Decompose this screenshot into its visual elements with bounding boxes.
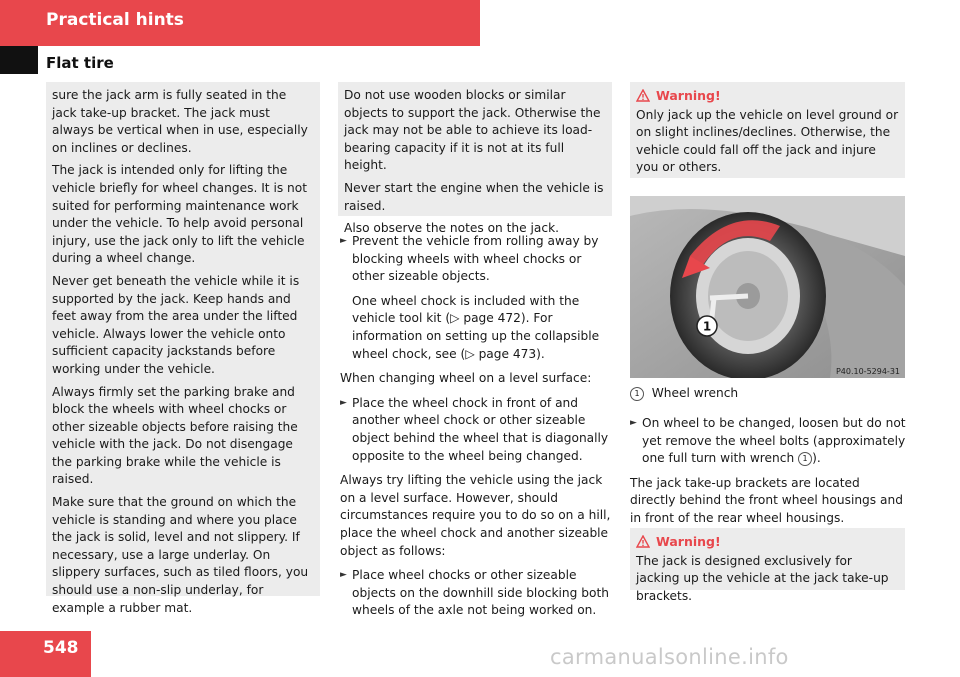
right-body-text: [630, 415, 908, 535]
step-text: Place the wheel chock in front of and another wheel chock or other sizeable object behind the wheel that is diagonally opposite to the wheel being changed.: [352, 395, 609, 463]
note-text: One wheel chock is included with the vehicle tool kit (: [352, 293, 580, 326]
figure-caption: [630, 386, 738, 401]
middle-warning-panel: [338, 82, 612, 236]
warning-text: The jack is designed exclusively for jacking up the vehicle at the jack take-up brackets.: [636, 553, 889, 603]
brackets-paragraph: The jack take-up brackets are located directly behind the front wheel housings and in front of the rear wheel housings.: [630, 475, 903, 525]
panel-paragraph: Always firmly set the parking brake and block the wheels with wheel chocks or other sizeable objects before raising the vehicle with the jack. Do not disengage the parking brake while the vehicle is raised.: [52, 384, 298, 487]
wheel-wrench-illustration: [630, 196, 905, 378]
step-text: Place wheel chocks or other sizeable objects on the downhill side blocking both wheels of the axle not being worked on.: [352, 568, 609, 618]
figure-code: P40.10-5294-31: [835, 367, 900, 376]
left-warning-panel: [46, 82, 320, 615]
subsection-title: Flat tire: [46, 54, 114, 72]
page-ref-arrow-icon: ▷: [450, 311, 460, 326]
step-text: ).: [812, 451, 821, 466]
panel-paragraph: Never get beneath the vehicle while it is supported by the jack. Keep hands and feet away from the area under the lifted vehicle. Always lower the vehicle onto sufficient capacity jackstands before working under the vehicle.: [52, 273, 300, 376]
warning-heading: [636, 533, 899, 551]
arrow-bullet-icon: ►: [340, 397, 347, 408]
warning-triangle-icon: [636, 89, 650, 102]
panel-paragraph: sure the jack arm is fully seated in the jack take-up bracket. The jack must always be vertical when in use, especially on inclines or declines.: [52, 88, 308, 155]
section-title: Practical hints: [46, 10, 184, 30]
panel-paragraph: Make sure that the ground on which the vehicle is standing and where you place the jack is solid, level and not slippery. If necessary, use a large underlay. On slippery surfaces, such as tiled floors, you should use a non-slip underlay, for example a rubber mat.: [52, 495, 309, 615]
header-tab-marker: [0, 46, 38, 74]
arrow-bullet-icon: ►: [630, 418, 637, 428]
page-number: 548: [43, 638, 79, 658]
note-text: page 472). For information on setting up the collapsible wheel chock, see (: [352, 311, 600, 361]
step-text: On wheel to be changed, loosen but do not yet remove the wheel bolts (approximately one full turn with wrench: [642, 416, 906, 466]
middle-body-text: [340, 233, 616, 627]
warning-text: Only jack up the vehicle on level ground or on slight inclines/declines. Otherwise, the vehicle could fall off the jack and injure you or others.: [636, 107, 899, 175]
right-warning-panel-2: [630, 528, 905, 603]
arrow-bullet-icon: ►: [340, 236, 347, 246]
callout-circle: 1: [630, 387, 644, 401]
wheel-wrench-figure: [630, 196, 905, 378]
watermark: carmanualsonline.info: [550, 645, 789, 669]
panel-paragraph: The jack is intended only for lifting the vehicle briefly for wheel changes. It is not suited for performing maintenance work under the vehicle. To help avoid personal injury, use the jack only to lift the vehicle during a wheel change.: [52, 163, 308, 266]
arrow-bullet-icon: ►: [340, 570, 347, 581]
instruction-step: [340, 395, 616, 465]
warning-heading: [636, 87, 899, 105]
note-text: page 473).: [478, 346, 545, 361]
instruction-step: [340, 233, 616, 286]
panel-paragraph: Never start the engine when the vehicle is raised.: [344, 180, 604, 213]
hill-paragraph: Always try lifting the vehicle using the jack on a level surface. However, should circumstances require you to do so on a hill, place the wheel chock and another sizeable object as follows:: [340, 473, 611, 558]
page-ref-arrow-icon: ▷: [465, 346, 475, 361]
step-note: [340, 293, 616, 363]
step-text: Prevent the vehicle from rolling away by blocking wheels with wheel chocks or other sizeable objects.: [352, 234, 599, 284]
instruction-step: [340, 567, 616, 620]
instruction-step: [630, 415, 908, 468]
warning-triangle-icon: [636, 535, 650, 548]
figure-callout: 1: [702, 319, 712, 334]
panel-paragraph: Do not use wooden blocks or similar objects to support the jack. Otherwise the jack may not be able to achieve its load-bearing capacity if it is not at its full height.: [344, 88, 601, 173]
level-surface-heading: When changing wheel on a level surface:: [340, 371, 592, 386]
panel-paragraph: Also observe the notes on the jack.: [344, 221, 560, 236]
caption-text: Wheel wrench: [651, 386, 739, 400]
callout-circle: 1: [798, 452, 812, 466]
warning-title: Warning!: [656, 534, 721, 549]
right-warning-panel: [630, 82, 905, 178]
warning-title: Warning!: [656, 88, 721, 103]
